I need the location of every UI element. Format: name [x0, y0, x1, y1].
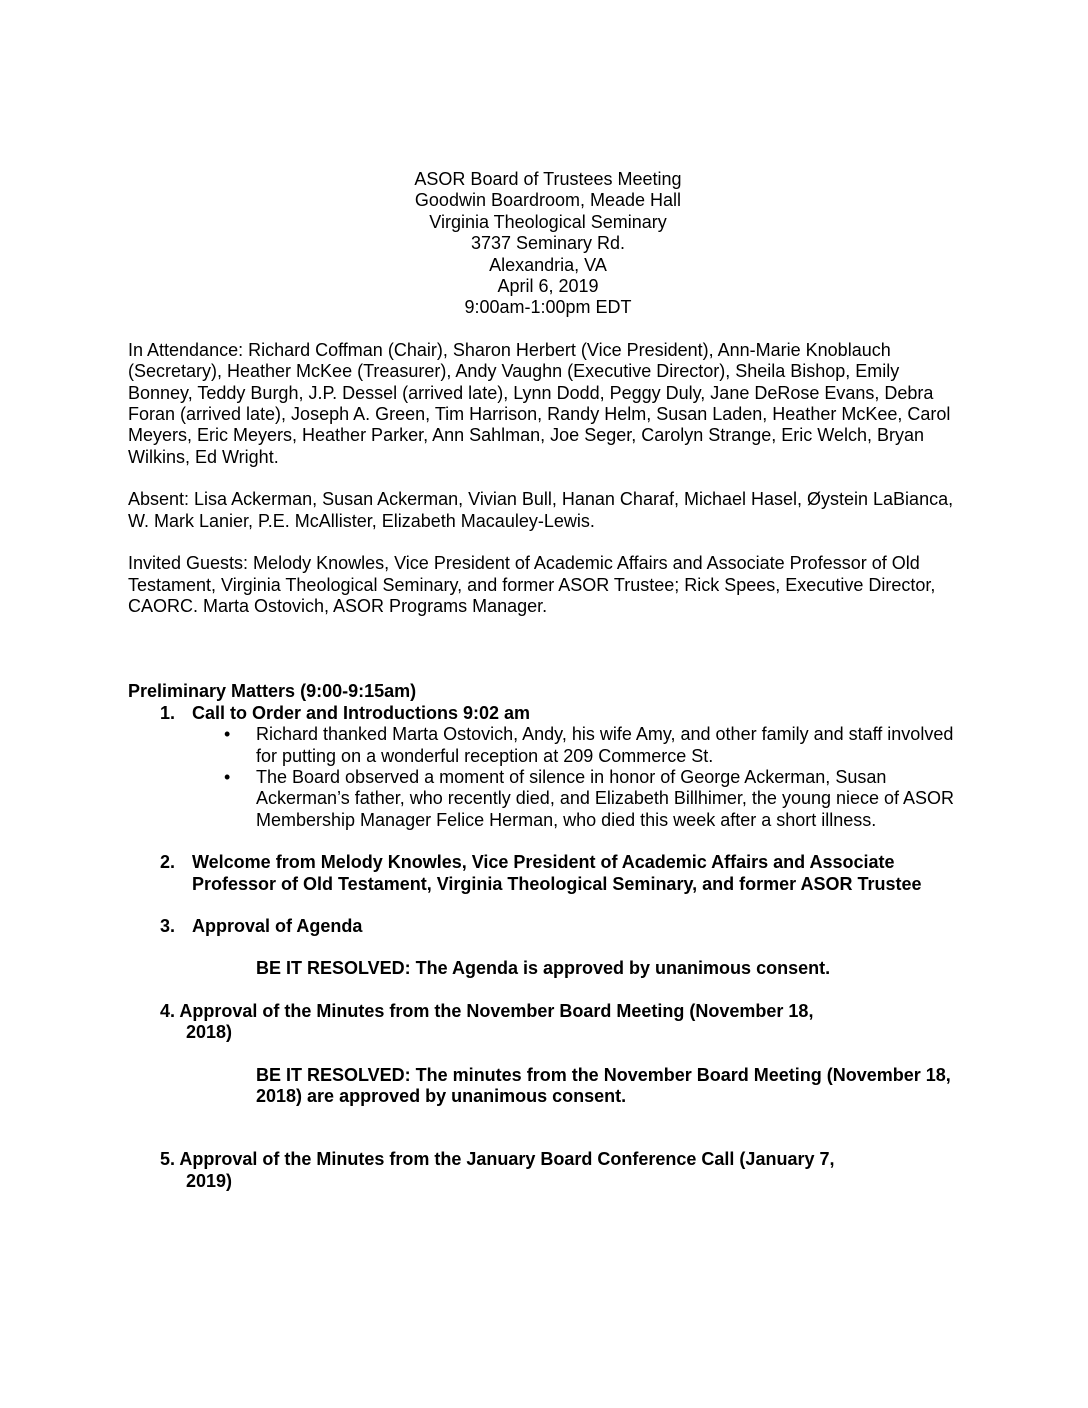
bullet-item: • Richard thanked Marta Ostovich, Andy, his wife Amy, and other family and staff involved for putting on a wonderful reception at 209 Commerce St.	[256, 724, 968, 767]
item-1-bullets	[128, 724, 968, 831]
header-city: Alexandria, VA	[489, 254, 607, 275]
agenda-item-2	[128, 852, 968, 895]
item-number: 2.	[160, 852, 176, 873]
item-title: Call to Order and Introductions 9:02 am	[192, 702, 531, 723]
header-date: April 6, 2019	[497, 276, 599, 297]
agenda-item-5	[160, 1149, 968, 1192]
absent-paragraph: Absent: Lisa Ackerman, Susan Ackerman, Vivian Bull, Hanan Charaf, Michael Hasel, Øystein LaBianca, W. Mark Lanier, P.E. McAllister, Elizabeth Macauley-Lewis.	[128, 489, 954, 531]
meeting-header	[128, 169, 968, 319]
agenda-item-3	[128, 916, 968, 937]
item-title: 4. Approval of the Minutes from the November Board Meeting (November 18,	[160, 1000, 814, 1021]
agenda-item-1	[128, 703, 968, 724]
item-number: 3.	[160, 915, 176, 936]
header-room: Goodwin Boardroom, Meade Hall	[414, 190, 682, 211]
guests-paragraph: Invited Guests: Melody Knowles, Vice President of Academic Affairs and Associate Professor of Old Testament, Virginia Theological Seminary, and former ASOR Trustee; Rick Spees, Executive Director, CAORC. Marta Ostovich, ASOR Programs Manager.	[128, 553, 936, 616]
item-title-continued: 2018)	[186, 1022, 233, 1043]
item-title-continued: 2019)	[186, 1170, 233, 1191]
item-title: Approval of Agenda	[192, 915, 363, 936]
item-number: 1.	[160, 702, 176, 723]
item-title: Welcome from Melody Knowles, Vice President of Academic Affairs and Associate Professor of Old Testament, Virginia Theological Seminary, and former ASOR Trustee	[192, 852, 922, 894]
bullet-item: • The Board observed a moment of silence in honor of George Ackerman, Susan Ackerman’s father, who recently died, and Elizabeth Billhimer, the young niece of ASOR Membership Manager Felice Herman, who died this week after a short illness.	[256, 767, 968, 831]
resolution-november-minutes: BE IT RESOLVED: The minutes from the November Board Meeting (November 18, 2018) are approved by unanimous consent.	[256, 1064, 951, 1106]
agenda-item-4	[160, 1001, 968, 1044]
item-title: 5. Approval of the Minutes from the January Board Conference Call (January 7,	[160, 1149, 835, 1170]
document-page	[128, 169, 968, 1192]
header-time: 9:00am-1:00pm EDT	[464, 297, 632, 318]
attendance-paragraph: In Attendance: Richard Coffman (Chair), Sharon Herbert (Vice President), Ann-Marie Knoblauch (Secretary), Heather McKee (Treasurer), Andy Vaughn (Executive Director), Sheila Bishop, Emily Bonney, Teddy Burgh, J.P. Dessel (arrived late), Lynn Dodd, Peggy Duly, Jane DeRose Evans, Debra Foran (arrived late), Joseph A. Green, Tim Harrison, Randy Helm, Susan Laden, Heather McKee, Carol Meyers, Eric Meyers, Heather Parker, Ann Sahlman, Joe Seger, Carolyn Strange, Eric Welch, Bryan Wilkins, Ed Wright.	[128, 339, 951, 467]
header-title: ASOR Board of Trustees Meeting	[414, 169, 682, 189]
resolution-agenda: BE IT RESOLVED: The Agenda is approved by unanimous consent.	[256, 958, 831, 979]
section-title: Preliminary Matters (9:00-9:15am)	[128, 681, 417, 702]
header-institution: Virginia Theological Seminary	[429, 211, 667, 232]
header-street: 3737 Seminary Rd.	[470, 233, 626, 254]
